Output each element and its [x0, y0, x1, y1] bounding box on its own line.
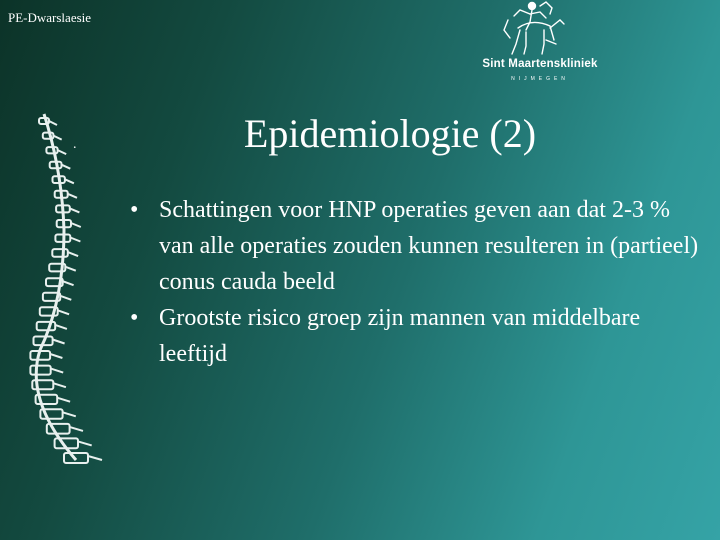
hospital-logo: [480, 0, 600, 92]
bullet-mark: •: [130, 305, 139, 331]
bullet-text: Schattingen voor HNP operaties geven aan dat 2-3 % van alle operaties zouden kunnen resulteren in (partieel) conus cauda beeld: [159, 197, 699, 295]
hospital-city: NIJMEGEN: [511, 76, 569, 82]
spine-icon: [6, 110, 106, 470]
bullet-item-2: [130, 300, 700, 372]
hospital-name: Sint Maartenskliniek: [482, 58, 598, 70]
bullet-list: [130, 192, 700, 372]
slide-title: Epidemiologie (2): [243, 111, 537, 156]
slide-marker: .: [73, 137, 77, 152]
saint-on-horse-icon: [480, 0, 600, 58]
bullet-item-1: [130, 192, 700, 300]
bullet-text: Grootste risico groep zijn mannen van middelbare leeftijd: [159, 305, 641, 367]
bullet-mark: •: [130, 197, 139, 223]
header-label: PE-Dwarslaesie: [8, 10, 92, 25]
